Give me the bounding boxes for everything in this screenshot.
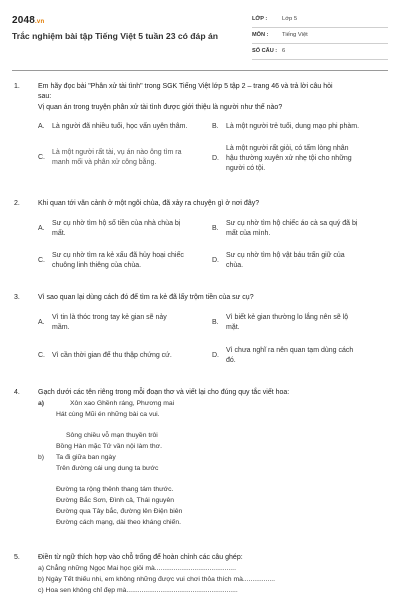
page-title: Trắc nghiệm bài tập Tiếng Việt 5 tuần 23 có đáp án (12, 31, 218, 41)
option-letter: B. (212, 123, 219, 130)
poem-line: Đường qua Tây bắc, đường lên Điện biên (56, 508, 183, 515)
option-letter: A. (38, 225, 45, 232)
meta-table (252, 12, 388, 60)
header-divider (12, 70, 388, 71)
option-c[interactable] (38, 251, 212, 273)
option-letter: D. (212, 352, 219, 359)
question-number: 2. (14, 200, 20, 207)
option-letter: D. (212, 257, 219, 264)
poem-line: Xôn xao Ghềnh ráng, Phương mai (70, 400, 175, 407)
poem-line: Bồng Hàn mặc Tử vần nội làm thơ. (56, 443, 162, 450)
option-text: Vì biết kẻ gian thường lo lắng nên sẽ lộ (226, 314, 349, 321)
option-text: Là người đã nhiều tuổi, học vấn uyên thâm. (52, 123, 188, 130)
option-letter: B. (212, 225, 219, 232)
part-label: b) (38, 454, 45, 461)
question-1 (14, 82, 386, 186)
option-letter: C. (38, 352, 45, 359)
meta-row-class (252, 12, 388, 28)
option-text: người có tội. (226, 165, 266, 172)
option-c[interactable] (38, 148, 212, 172)
option-d[interactable] (212, 144, 386, 176)
header (0, 0, 400, 68)
option-text: Sư cụ nhờ tìm hộ vật báu trấn giữ của (226, 252, 345, 259)
question-text: Điền từ ngữ thích hợp vào chỗ trống để hoàn chỉnh các câu ghép: (38, 554, 243, 561)
option-b[interactable] (212, 122, 386, 134)
option-text: manh mối và phân xử công bằng. (52, 159, 157, 166)
option-text: Là một người rất giỏi, có tấm lòng nhân (226, 145, 349, 152)
poem-line: Hát cùng Mũi én những bài ca vui. (56, 411, 160, 418)
question-number: 4. (14, 389, 20, 396)
poem-line: Trên đường cái ung dung ta bước (56, 465, 159, 472)
option-letter: A. (38, 319, 45, 326)
option-text: đó. (226, 357, 236, 364)
meta-value: Tiếng Việt (282, 31, 308, 38)
option-a[interactable] (38, 313, 212, 335)
option-text: Vì cần thời gian để thu thập chứng cứ. (52, 352, 172, 359)
question-5 (14, 553, 386, 599)
option-letter: C. (38, 257, 45, 264)
poem-line: Đường cách mạng, dài theo kháng chiến. (56, 519, 182, 526)
fill-blank-b[interactable]: b) Ngày Tết thiếu nhi, em không những được vui chơi thỏa thích mà................. (38, 576, 276, 583)
option-b[interactable] (212, 219, 386, 241)
question-number: 5. (14, 554, 20, 561)
poem-line: Ta đi giữa ban ngày (56, 454, 116, 461)
question-3 (14, 293, 386, 373)
option-text: Sư cụ nhờ tìm hộ số tiền của nhà chùa bị (52, 220, 181, 227)
question-2 (14, 199, 386, 279)
question-text: Em hãy đọc bài "Phân xử tài tình" trong SGK Tiếng Việt lớp 5 tập 2 – trang 46 và trả lời câu hỏi (38, 83, 333, 90)
meta-label: MÔN : (252, 31, 269, 38)
option-text: Vì tin là thóc trong tay kẻ gian sẽ nảy (52, 314, 167, 321)
option-text: Sư cụ nhờ tìm hộ chiếc áo cà sa quý đã bị (226, 220, 358, 227)
option-d[interactable] (212, 346, 386, 368)
option-a[interactable] (38, 219, 212, 241)
question-text: Vị quan án trong truyện phân xử tài tình được giới thiệu là người như thế nào? (38, 104, 283, 111)
poem-line: Đường ta rộng thênh thang tám thước. (56, 486, 174, 493)
option-text: mất của mình. (226, 230, 271, 237)
question-number: 3. (14, 294, 20, 301)
fill-blank-c[interactable]: c) Hoa sen không chỉ đẹp mà........................................................... (38, 587, 238, 594)
option-text: chùa. (226, 262, 244, 269)
option-a[interactable] (38, 122, 218, 134)
option-b[interactable] (212, 313, 386, 335)
meta-row-count (252, 44, 388, 60)
meta-value: Lớp 5 (282, 15, 298, 22)
site-logo[interactable] (12, 14, 44, 28)
poem-line: Đường Bắc Sơn, Đình cả, Thái nguyên (56, 497, 174, 504)
option-text: mất. (52, 230, 66, 237)
option-letter: B. (212, 319, 219, 326)
option-text: mặt. (226, 324, 240, 331)
poem-line: Sông chiều vỗ mạn thuyền trôi (66, 432, 158, 439)
option-text: Vì chưa nghĩ ra nên quan tạm dùng cách (226, 347, 354, 354)
option-text: Sư cụ nhờ tìm ra kẻ xấu đã hủy hoại chiếc (52, 252, 184, 259)
option-text: chuông linh thiêng của chùa. (52, 262, 142, 269)
question-text: Khi quan tới văn cảnh ở một ngôi chùa, đã xảy ra chuyện gì ở nơi đây? (38, 200, 260, 207)
question-number: 1. (14, 83, 20, 90)
meta-label: LỚP : (252, 15, 268, 22)
brand-suffix: .vn (35, 19, 45, 25)
option-text: hậu thường xuyên xử nhẹ tội cho những (226, 155, 352, 162)
option-c[interactable] (38, 351, 212, 363)
option-letter: A. (38, 123, 45, 130)
question-text: Vì sao quan lại dùng cách đó để tìm ra kẻ đã lấy trộm tiền của sư cụ? (38, 294, 254, 301)
part-label: a) (38, 400, 45, 407)
option-letter: D. (212, 155, 219, 162)
meta-row-subject (252, 28, 388, 44)
option-letter: C. (38, 154, 45, 161)
option-text: Là một người trẻ tuổi, dung mạo phi phàm. (226, 123, 360, 130)
question-text: Gạch dưới các tên riêng trong mỗi đoạn thơ và viết lại cho đúng quy tắc viết hoa: (38, 389, 290, 396)
option-text: mầm. (52, 324, 70, 331)
question-text: sau: (38, 93, 52, 100)
question-4 (14, 388, 386, 538)
meta-label: SỐ CÂU : (252, 47, 278, 54)
option-text: Là một người rất tài, vụ án nào ông tìm ra (52, 149, 182, 156)
brand-name: 2048 (12, 15, 36, 26)
meta-value: 6 (282, 47, 286, 54)
fill-blank-a[interactable]: a) Chẳng những Ngọc Mai học giỏi mà........................................... (38, 565, 236, 572)
option-d[interactable] (212, 251, 386, 273)
